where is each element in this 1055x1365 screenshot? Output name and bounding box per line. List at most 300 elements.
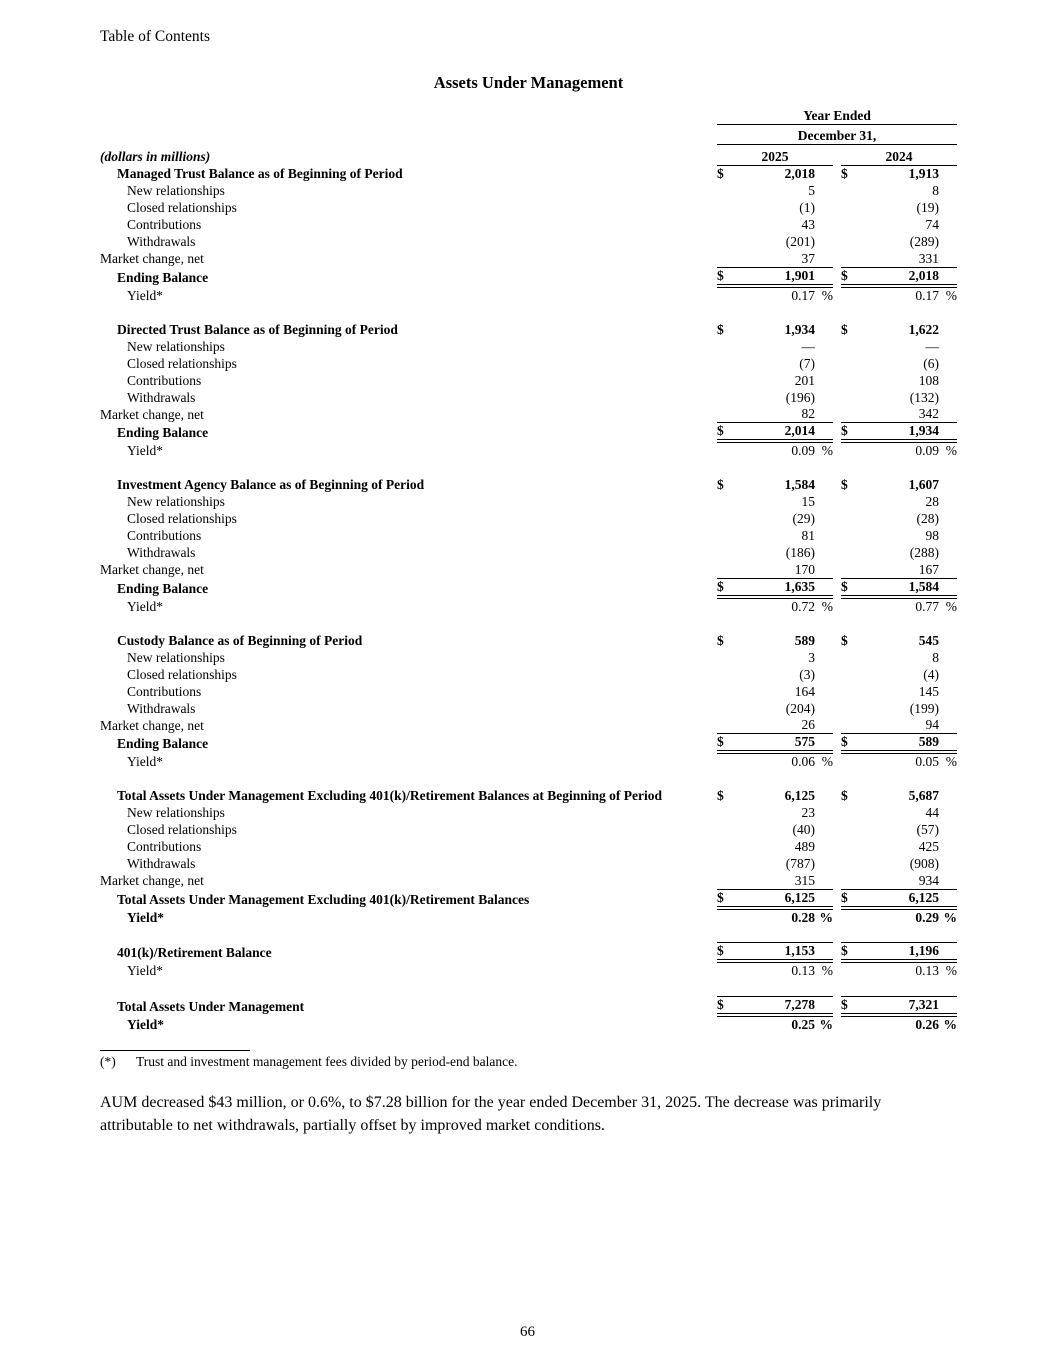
percent-sign: %	[943, 1016, 958, 1032]
dollar-sign	[717, 717, 737, 734]
row-label: Contributions	[127, 528, 202, 543]
cell-value: 0.06	[791, 754, 815, 769]
table-row-investment-agency	[100, 493, 957, 510]
dollar-sign	[841, 855, 861, 872]
column-gap	[833, 527, 841, 544]
dollar-sign	[841, 510, 861, 527]
column-gap	[833, 355, 841, 372]
column-gap	[833, 889, 841, 908]
percent-sign: %	[819, 909, 833, 925]
section-spacer	[100, 979, 957, 996]
cell-value: 37	[737, 250, 815, 267]
cell-value: (57)	[916, 822, 939, 837]
percent-sign	[939, 943, 957, 962]
dollar-sign	[717, 1015, 737, 1033]
dollar-sign	[841, 872, 861, 889]
cell-value: 489	[794, 839, 815, 854]
dollar-sign	[717, 250, 737, 267]
table-row-total-excluding-401k	[100, 889, 957, 908]
percent-sign	[815, 510, 833, 527]
column-gap	[833, 632, 841, 649]
row-label: Contributions	[127, 217, 202, 232]
dollar-sign: $	[717, 889, 737, 908]
row-label: Contributions	[127, 372, 202, 388]
table-row-managed-trust	[100, 267, 957, 286]
dollar-sign	[717, 493, 737, 510]
table-row-managed-trust	[100, 286, 957, 304]
cell-value: 0.17	[791, 287, 815, 303]
footnote-separator	[100, 1050, 250, 1051]
percent-sign	[939, 355, 957, 372]
percent-sign	[815, 423, 833, 442]
dollar-sign	[841, 908, 861, 926]
cell-value: 0.29	[915, 909, 939, 925]
dollar-sign: $	[717, 578, 737, 597]
table-row-managed-trust	[100, 233, 957, 250]
dollar-sign	[717, 338, 737, 355]
percent-sign	[815, 996, 833, 1015]
dollar-sign	[717, 838, 737, 855]
cell-value: (132)	[909, 389, 939, 405]
row-label: Market change, net	[100, 406, 204, 422]
percent-sign	[939, 423, 957, 442]
dollar-sign	[841, 717, 861, 734]
percent-sign	[815, 355, 833, 372]
row-label: Closed relationships	[127, 511, 237, 526]
table-row-directed-trust	[100, 423, 957, 442]
dollar-sign: $	[841, 166, 848, 181]
dollar-sign	[841, 527, 861, 544]
cell-value: 934	[861, 872, 939, 889]
section-spacer	[100, 304, 957, 321]
percent-sign	[939, 182, 957, 199]
column-gap	[833, 872, 841, 889]
column-gap	[833, 561, 841, 578]
cell-value: (3)	[799, 666, 815, 682]
table-row-managed-trust	[100, 182, 957, 199]
cell-value: 1,153	[737, 943, 815, 962]
column-gap	[833, 855, 841, 872]
year-ended-header: Year Ended	[717, 104, 957, 124]
cell-value: 1,934	[784, 321, 815, 337]
table-row-custody	[100, 666, 957, 683]
row-label: Ending Balance	[117, 269, 209, 285]
dollar-sign	[841, 441, 861, 459]
row-label: Total Assets Under Management	[117, 998, 305, 1014]
percent-sign	[815, 406, 833, 423]
dollar-sign	[841, 493, 861, 510]
cell-value: 170	[737, 561, 815, 578]
dollar-sign	[841, 700, 861, 717]
cell-value: (288)	[909, 545, 939, 560]
column-gap	[833, 961, 841, 979]
dollar-sign	[717, 233, 737, 250]
percent-sign: %	[945, 963, 958, 978]
dollar-sign: $	[841, 889, 861, 908]
row-label: New relationships	[127, 805, 225, 820]
table-row-total-excluding-401k	[100, 872, 957, 889]
cell-value: 0.26	[915, 1016, 939, 1032]
cell-value: 1,584	[784, 477, 815, 492]
dollar-sign: $	[717, 477, 724, 492]
row-label: Total Assets Under Management Excluding 401(k)/Retirement Balances at Beginning of Period	[117, 788, 662, 803]
percent-sign	[815, 199, 833, 216]
cell-value: (4)	[923, 666, 939, 682]
cell-value: 1,913	[908, 166, 939, 181]
column-gap	[833, 406, 841, 423]
page-title: Assets Under Management	[433, 73, 624, 92]
table-row-custody	[100, 717, 957, 734]
percent-sign	[939, 666, 957, 683]
row-label: Yield*	[127, 443, 163, 458]
percent-sign	[815, 649, 833, 666]
cell-value: 5,687	[908, 788, 939, 803]
dollar-sign	[841, 838, 861, 855]
row-label: Yield*	[127, 598, 163, 614]
table-row-total-aum	[100, 1015, 957, 1033]
section-spacer	[100, 770, 957, 787]
percent-sign	[939, 578, 957, 597]
row-label: Total Assets Under Management Excluding 401(k)/Retirement Balances	[117, 891, 530, 907]
row-label: Withdrawals	[127, 545, 196, 560]
table-row-directed-trust	[100, 389, 957, 406]
percent-sign	[815, 233, 833, 250]
section-spacer	[100, 615, 957, 632]
cell-value: 43	[801, 217, 815, 232]
percent-sign	[815, 389, 833, 406]
column-gap	[833, 996, 841, 1015]
page-number: 66	[520, 1324, 535, 1340]
dollar-sign: $	[841, 632, 848, 648]
cell-value: 28	[925, 494, 939, 509]
header-row-year-ended	[100, 104, 957, 124]
percent-sign	[939, 734, 957, 753]
row-label: Closed relationships	[127, 200, 237, 215]
dollar-sign: $	[717, 632, 724, 648]
table-row-total-excluding-401k	[100, 821, 957, 838]
percent-sign: %	[945, 287, 958, 303]
percent-sign	[815, 943, 833, 962]
dollar-sign	[841, 683, 861, 700]
column-gap	[833, 943, 841, 962]
dollar-sign	[841, 804, 861, 821]
cell-value: 1,934	[861, 423, 939, 442]
row-label: Withdrawals	[127, 700, 196, 716]
row-label: Yield*	[127, 1016, 164, 1032]
dollar-sign	[717, 700, 737, 717]
percent-sign	[815, 821, 833, 838]
column-gap	[833, 752, 841, 770]
cell-value: (201)	[785, 234, 815, 249]
dollar-sign	[717, 597, 737, 615]
column-gap	[833, 372, 841, 389]
dollar-sign: $	[841, 267, 861, 286]
dollar-sign	[717, 199, 737, 216]
table-row-total-excluding-401k	[100, 855, 957, 872]
cell-value: 0.72	[791, 598, 815, 614]
cell-value: 6,125	[737, 889, 815, 908]
percent-sign	[815, 889, 833, 908]
dollar-sign: $	[841, 788, 848, 803]
dollar-sign	[841, 355, 861, 372]
cell-value: (787)	[785, 856, 815, 871]
cell-value: 145	[918, 683, 939, 699]
cell-value: 2,018	[861, 267, 939, 286]
row-label: Withdrawals	[127, 856, 196, 871]
percent-sign	[939, 510, 957, 527]
table-row-investment-agency	[100, 544, 957, 561]
column-gap	[833, 700, 841, 717]
cell-value: (199)	[909, 700, 939, 716]
percent-sign	[939, 649, 957, 666]
column-gap	[833, 804, 841, 821]
cell-value: 6,125	[861, 889, 939, 908]
header-spacer	[100, 104, 717, 124]
cell-value: (1)	[799, 200, 815, 215]
column-gap	[833, 493, 841, 510]
row-label: Yield*	[127, 909, 164, 925]
dollar-sign	[841, 216, 861, 233]
row-label: New relationships	[127, 338, 225, 354]
row-label: Ending Balance	[117, 425, 209, 440]
units-label: (dollars in millions)	[100, 149, 211, 164]
table-row-custody	[100, 632, 957, 649]
table-row-401k-retirement	[100, 961, 957, 979]
footnote	[100, 1050, 957, 1070]
row-label: Ending Balance	[117, 736, 209, 751]
dollar-sign	[841, 666, 861, 683]
percent-sign	[939, 996, 957, 1015]
table-row-custody	[100, 734, 957, 753]
row-label: Closed relationships	[127, 822, 237, 837]
row-label: Market change, net	[100, 251, 204, 266]
dollar-sign	[717, 649, 737, 666]
column-gap	[833, 233, 841, 250]
table-row-total-excluding-401k	[100, 908, 957, 926]
dollar-sign	[717, 804, 737, 821]
dollar-sign	[717, 961, 737, 979]
percent-sign	[939, 216, 957, 233]
cell-value: 98	[925, 528, 939, 543]
table-row-total-excluding-401k	[100, 838, 957, 855]
percent-sign	[939, 717, 957, 734]
table-row-investment-agency	[100, 527, 957, 544]
percent-sign	[939, 544, 957, 561]
dollar-sign: $	[841, 578, 861, 597]
table-row-custody	[100, 683, 957, 700]
row-label: New relationships	[127, 649, 225, 665]
cell-value: 1,622	[908, 321, 939, 337]
cell-value: 1,584	[861, 578, 939, 597]
percent-sign	[815, 544, 833, 561]
column-gap	[833, 666, 841, 683]
cell-value: 6,125	[784, 788, 815, 803]
dollar-sign	[717, 821, 737, 838]
table-row-directed-trust	[100, 338, 957, 355]
dollar-sign: $	[717, 321, 724, 337]
cell-value: 108	[918, 372, 939, 388]
cell-value: 1,607	[908, 477, 939, 492]
dollar-sign	[841, 338, 861, 355]
dollar-sign	[717, 389, 737, 406]
percent-sign	[939, 872, 957, 889]
dollar-sign	[717, 182, 737, 199]
aum-table	[100, 104, 957, 1033]
percent-sign	[815, 717, 833, 734]
column-gap	[833, 717, 841, 734]
percent-sign	[815, 493, 833, 510]
cell-value: (19)	[916, 200, 939, 215]
percent-sign	[815, 838, 833, 855]
dollar-sign	[717, 908, 737, 926]
dollar-sign	[841, 250, 861, 267]
table-row-custody	[100, 649, 957, 666]
percent-sign	[939, 561, 957, 578]
percent-sign	[939, 476, 957, 493]
percent-sign	[815, 561, 833, 578]
percent-sign	[939, 804, 957, 821]
percent-sign: %	[821, 287, 833, 303]
cell-value: —	[925, 338, 939, 354]
cell-value: 201	[794, 372, 815, 388]
percent-sign	[815, 700, 833, 717]
cell-value: (289)	[909, 234, 939, 249]
row-label: Market change, net	[100, 717, 204, 733]
dollar-sign	[717, 216, 737, 233]
row-label: Directed Trust Balance as of Beginning of Period	[117, 321, 398, 337]
cell-value: 0.13	[791, 963, 815, 978]
percent-sign	[939, 267, 957, 286]
header-spacer	[100, 124, 717, 144]
percent-sign	[939, 838, 957, 855]
row-label: Ending Balance	[117, 580, 209, 596]
row-label: 401(k)/Retirement Balance	[117, 945, 272, 960]
percent-sign	[939, 233, 957, 250]
column-gap	[833, 734, 841, 753]
table-row-investment-agency	[100, 561, 957, 578]
row-label: Market change, net	[100, 562, 204, 577]
column-gap	[833, 544, 841, 561]
column-gap	[833, 165, 841, 182]
row-label: Closed relationships	[127, 355, 237, 371]
table-row-total-excluding-401k	[100, 804, 957, 821]
percent-sign	[815, 182, 833, 199]
row-label: Yield*	[127, 754, 163, 769]
december-header: December 31,	[717, 124, 957, 144]
cell-value: 0.28	[791, 909, 815, 925]
dollar-sign	[841, 752, 861, 770]
summary-paragraph: AUM decreased $43 million, or 0.6%, to $7.28 billion for the year ended December 31, 2025. The decrease was primarily attributable to net withdrawals, partially offset by improved market conditions.	[100, 1093, 882, 1134]
dollar-sign: $	[841, 321, 848, 337]
table-row-total-aum	[100, 996, 957, 1015]
cell-value: 15	[801, 494, 815, 509]
row-label: Yield*	[127, 963, 163, 978]
cell-value: 7,278	[737, 996, 815, 1015]
percent-sign	[815, 165, 833, 182]
table-row-custody	[100, 752, 957, 770]
percent-sign	[939, 787, 957, 804]
cell-value: 1,196	[861, 943, 939, 962]
percent-sign	[939, 165, 957, 182]
row-label: Withdrawals	[127, 389, 196, 405]
cell-value: 167	[861, 561, 939, 578]
column-gap	[833, 144, 841, 165]
row-label: Market change, net	[100, 873, 204, 888]
cell-value: 3	[808, 649, 815, 665]
cell-value: 1,635	[737, 578, 815, 597]
percent-sign	[815, 338, 833, 355]
percent-sign	[815, 855, 833, 872]
table-row-managed-trust	[100, 216, 957, 233]
cell-value: 1,901	[737, 267, 815, 286]
cell-value: (40)	[792, 822, 815, 837]
percent-sign	[939, 250, 957, 267]
column-gap	[833, 267, 841, 286]
percent-sign	[815, 250, 833, 267]
column-gap	[833, 216, 841, 233]
column-gap	[833, 683, 841, 700]
column-gap	[833, 338, 841, 355]
dollar-sign	[717, 561, 737, 578]
table-row-investment-agency	[100, 476, 957, 493]
section-spacer	[100, 926, 957, 943]
percent-sign	[939, 683, 957, 700]
table-row-401k-retirement	[100, 943, 957, 962]
column-gap	[833, 199, 841, 216]
cell-value: 8	[932, 649, 939, 665]
cell-value: 0.05	[915, 754, 939, 769]
table-row-managed-trust	[100, 250, 957, 267]
column-gap	[833, 182, 841, 199]
dollar-sign	[841, 233, 861, 250]
dollar-sign	[717, 683, 737, 700]
percent-sign	[815, 476, 833, 493]
table-row-directed-trust	[100, 372, 957, 389]
percent-sign	[815, 216, 833, 233]
table-row-directed-trust	[100, 355, 957, 372]
dollar-sign	[717, 666, 737, 683]
dollar-sign	[841, 1015, 861, 1033]
row-label: New relationships	[127, 183, 225, 198]
column-gap	[833, 321, 841, 338]
percent-sign	[939, 372, 957, 389]
dollar-sign	[841, 182, 861, 199]
cell-value: 0.17	[915, 287, 939, 303]
header-row-december	[100, 124, 957, 144]
cell-value: 589	[794, 632, 815, 648]
percent-sign	[815, 267, 833, 286]
dollar-sign	[717, 355, 737, 372]
cell-value: 545	[918, 632, 939, 648]
cell-value: 82	[737, 406, 815, 423]
table-row-directed-trust	[100, 406, 957, 423]
cell-value: 425	[918, 839, 939, 854]
dollar-sign: $	[841, 943, 861, 962]
dollar-sign	[717, 544, 737, 561]
dollar-sign	[841, 372, 861, 389]
aum-table-body	[100, 165, 957, 1033]
breadcrumb[interactable]: Table of Contents	[100, 28, 210, 45]
percent-sign: %	[821, 963, 833, 978]
dollar-sign: $	[841, 996, 861, 1015]
percent-sign	[939, 855, 957, 872]
dollar-sign	[841, 389, 861, 406]
cell-value: (186)	[785, 545, 815, 560]
percent-sign	[939, 199, 957, 216]
row-label: Investment Agency Balance as of Beginning of Period	[117, 477, 425, 492]
percent-sign: %	[821, 598, 833, 614]
dollar-sign: $	[717, 267, 737, 286]
